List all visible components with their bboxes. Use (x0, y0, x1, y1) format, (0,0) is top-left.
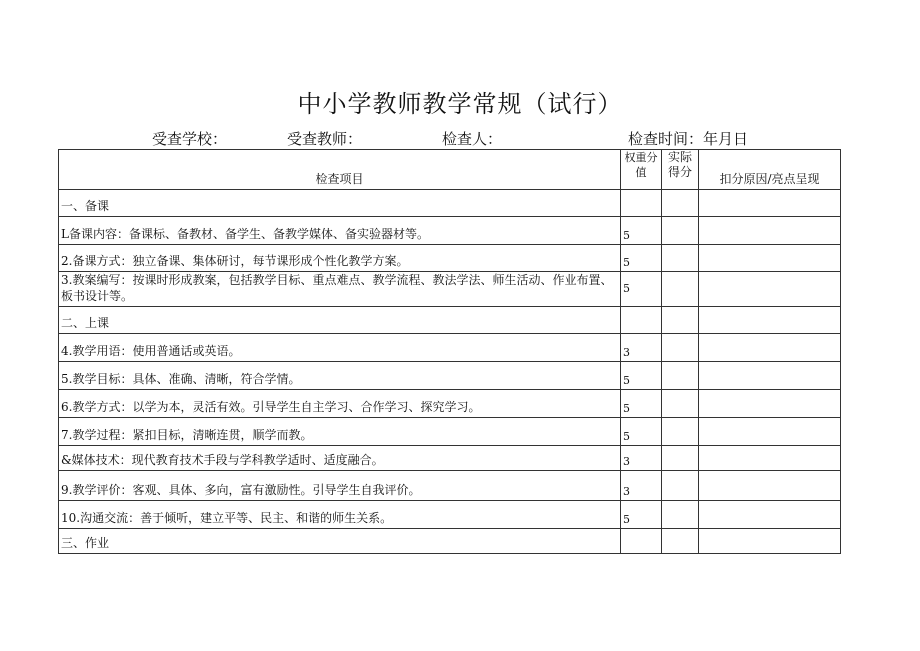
table-row (59, 334, 841, 362)
inspection-table (58, 149, 841, 554)
table-row (59, 418, 841, 446)
reason-cell[interactable] (699, 190, 841, 217)
actual-score-cell[interactable] (662, 362, 699, 390)
actual-score-cell[interactable] (662, 390, 699, 418)
reason-cell[interactable] (699, 362, 841, 390)
reason-cell[interactable] (699, 245, 841, 272)
actual-score-cell[interactable] (662, 446, 699, 471)
actual-score-cell[interactable] (662, 190, 699, 217)
item-cell: 3.教案编写：按课时形成教案，包括教学目标、重点难点、教学流程、教法学法、师生活动、作业布置、板书设计等。 (59, 272, 621, 307)
actual-score-cell[interactable] (662, 307, 699, 334)
table-row (59, 217, 841, 245)
weight-cell: 5 (621, 362, 662, 390)
item-cell: 9.教学评价：客观、具体、多向，富有激励性。引导学生自我评价。 (59, 471, 621, 501)
table-header-row (59, 150, 841, 190)
item-cell: 10.沟通交流：善于倾听，建立平等、民主、和谐的师生关系。 (59, 501, 621, 529)
document-title: 中小学教师教学常规（试行） (297, 90, 623, 118)
weight-cell: 5 (621, 501, 662, 529)
table-row (59, 272, 841, 307)
header-actual: 实际得分 (662, 150, 699, 190)
weight-cell (621, 529, 662, 554)
reason-cell[interactable] (699, 217, 841, 245)
item-cell: 5.教学目标：具体、准确、清晰，符合学情。 (59, 362, 621, 390)
reason-cell[interactable] (699, 418, 841, 446)
reason-cell[interactable] (699, 501, 841, 529)
table-row (59, 446, 841, 471)
actual-score-cell[interactable] (662, 529, 699, 554)
section-row (59, 190, 841, 217)
actual-score-cell[interactable] (662, 471, 699, 501)
weight-cell (621, 307, 662, 334)
reason-cell[interactable] (699, 307, 841, 334)
section-title: 二、上课 (59, 307, 621, 334)
table-row (59, 245, 841, 272)
weight-cell: 5 (621, 245, 662, 272)
actual-score-cell[interactable] (662, 272, 699, 307)
reason-cell[interactable] (699, 471, 841, 501)
weight-cell: 3 (621, 334, 662, 362)
table-row (59, 362, 841, 390)
weight-cell (621, 190, 662, 217)
weight-cell: 5 (621, 272, 662, 307)
item-cell: 6.教学方式：以学为本，灵活有效。引导学生自主学习、合作学习、探究学习。 (59, 390, 621, 418)
table-row (59, 471, 841, 501)
actual-score-cell[interactable] (662, 418, 699, 446)
reason-cell[interactable] (699, 334, 841, 362)
weight-cell: 3 (621, 471, 662, 501)
item-cell: L备课内容：备课标、备教材、备学生、备教学媒体、备实验器材等。 (59, 217, 621, 245)
weight-cell: 5 (621, 390, 662, 418)
table-row (59, 390, 841, 418)
item-cell: &媒体技术：现代教育技术手段与学科教学适时、适度融合。 (59, 446, 621, 471)
meta-time: 检查时间：年月日 (628, 130, 749, 148)
header-weight: 权重分值 (621, 150, 662, 190)
item-cell: 2.备课方式：独立备课、集体研讨，每节课形成个性化教学方案。 (59, 245, 621, 272)
reason-cell[interactable] (699, 446, 841, 471)
meta-teacher: 受查教师： (287, 130, 363, 148)
meta-school: 受查学校： (152, 130, 228, 148)
reason-cell[interactable] (699, 390, 841, 418)
reason-cell[interactable] (699, 529, 841, 554)
header-item: 检查项目 (59, 150, 621, 190)
weight-cell: 5 (621, 418, 662, 446)
meta-inspector: 检查人： (442, 130, 503, 148)
section-title: 一、备课 (59, 190, 621, 217)
reason-cell[interactable] (699, 272, 841, 307)
table-row (59, 501, 841, 529)
actual-score-cell[interactable] (662, 245, 699, 272)
item-cell: 7.教学过程：紧扣目标，清晰连贯，顺学而教。 (59, 418, 621, 446)
weight-cell: 3 (621, 446, 662, 471)
actual-score-cell[interactable] (662, 217, 699, 245)
section-row (59, 307, 841, 334)
section-row (59, 529, 841, 554)
section-title: 三、作业 (59, 529, 621, 554)
weight-cell: 5 (621, 217, 662, 245)
item-cell: 4.教学用语：使用普通话或英语。 (59, 334, 621, 362)
actual-score-cell[interactable] (662, 501, 699, 529)
header-reason: 扣分原因/亮点呈现 (699, 150, 841, 190)
actual-score-cell[interactable] (662, 334, 699, 362)
